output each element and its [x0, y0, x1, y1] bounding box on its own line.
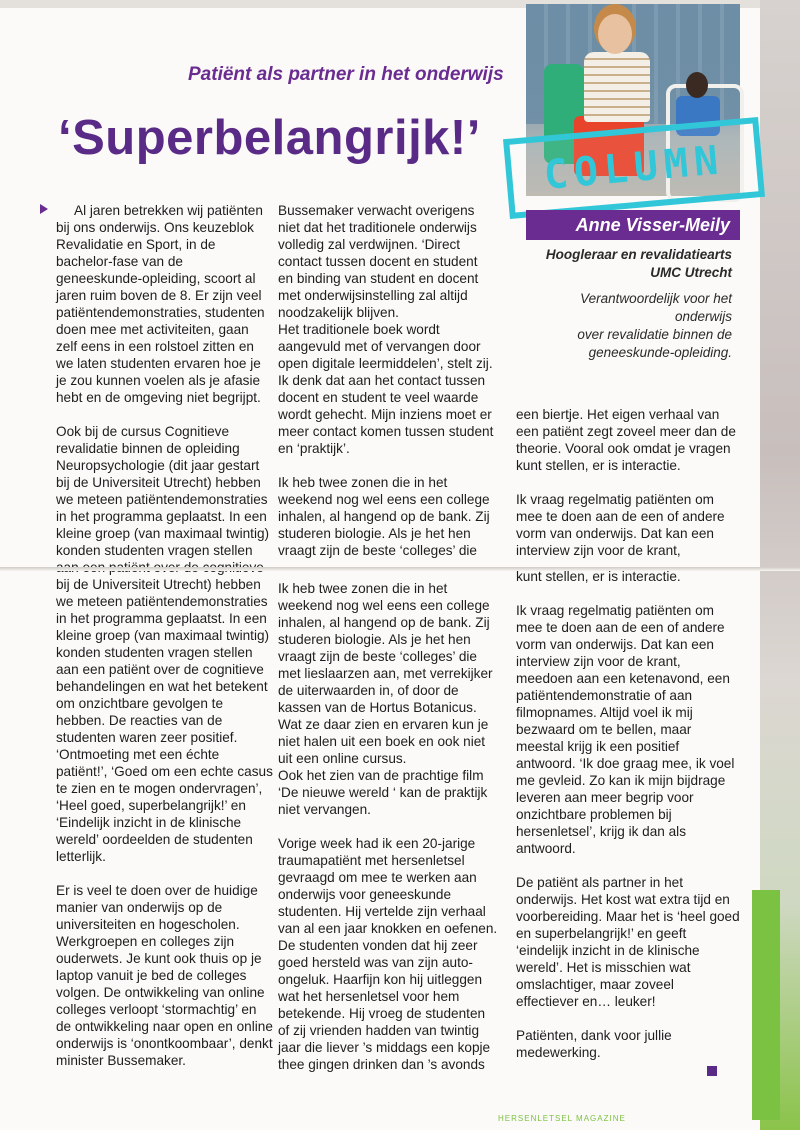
author-role-line: Verantwoordelijk voor het onderwijs	[580, 291, 732, 324]
paragraph: Ik heb twee zonen die in het weekend nog wel eens een college inhalen, al hangend op de bank. Zij studeren biologie. Als je het hen vraagt zijn de beste ‘colleges’ die	[278, 475, 490, 558]
author-title-line: UMC Utrecht	[650, 265, 732, 280]
paragraph: De patiënt als partner in het onderwijs. Het kost wat extra tijd en voorbereiding. Maar het is ‘heel goed en superbelangrijk!’ en geeft ‘eindelijk inzicht in de klinische wereld’. Het is misschien wat omslachtiger, maar zoveel effectiever en… leuker!	[516, 875, 740, 1009]
end-of-article-icon	[707, 1066, 717, 1076]
top-column-1	[56, 202, 272, 567]
article-headline: ‘Superbelangrijk!’	[58, 111, 481, 165]
top-column-2	[278, 202, 496, 567]
author-name-bar: Anne Visser-Meily	[526, 210, 740, 240]
top-column-3	[516, 406, 738, 567]
author-role	[520, 290, 732, 362]
author-role-line: over revalidatie binnen de	[577, 327, 732, 342]
paragraph: Ik vraag regelmatig patiënten om mee te doen aan de een of andere vorm van onderwijs. Dat kan een interview zijn voor de krant,	[516, 492, 725, 558]
paragraph: Ik heb twee zonen die in het weekend nog wel eens een college inhalen, al hangend op de bank. Zij studeren biologie. Als je het hen vraagt zijn de beste ‘colleges’ die met lieslaarzen aan, met verrekijker de uiterwaarden in, of door de kassen van de Hortus Botanicus. Wat ze daar zien en ervaren kun je niet halen uit een boek en ook niet uit een online cursus.	[278, 581, 493, 766]
paragraph: Vorige week had ik een 20-jarige traumapatiënt met hersenletsel gevraagd om mee te werken aan onderwijs voor geneeskunde studenten. Hij vertelde zijn verhaal van al een jaar knokken en oefenen. De studenten vonden dat hij zeer goed hersteld was van zijn auto-ongeluk. Haarfijn kon hij uitleggen wat het hersenletsel voor hem betekende. Hij vroeg de studenten of zij vrienden hadden van twintig jaar die liever ’s middags een kopje thee gingen drinken dan ’s avonds	[278, 836, 498, 1072]
paragraph: Ook het zien van de prachtige film ‘De nieuwe wereld ‘ kan de praktijk niet vervangen.	[278, 768, 488, 817]
green-accent-bar	[752, 890, 780, 1120]
paragraph: Bussemaker verwacht overigens niet dat het traditionele onderwijs volledig zal verdwijnen. ‘Direct contact tussen docent en student en binding van student en docent met onderwijsinstelling zal altijd noodzakelijk blijven.	[278, 203, 479, 320]
paragraph: bij de Universiteit Utrecht) hebben we meteen patiëntendemonstraties in het programma geplaatst. In een kleine groep (van maximaal twintig) konden studenten vragen stellen aan een patiënt over de cognitieve behandelingen en wat het betekent om onzichtbare gevolgen te hebben. De reacties van de studenten waren zeer positief. ‘Ontmoeting met een échte patiënt!’, ‘Goed om een echte casus te zien en te mogen ondervragen’, ‘Heel goed, superbelangrijk!’ en ‘Eindelijk inzicht in de klinische wereld’ oordeelden de studenten letterlijk.	[56, 577, 273, 864]
bottom-column-2	[278, 580, 498, 1080]
magazine-footer: HERSENLETSEL MAGAZINE	[498, 1114, 626, 1123]
bottom-column-1	[56, 576, 274, 1076]
paragraph: een biertje. Het eigen verhaal van een patiënt zegt zoveel meer dan de theorie. Vooral ook omdat je vragen kunt stellen, er is interactie.	[516, 407, 736, 473]
bottom-column-3	[516, 568, 740, 1068]
paragraph: Al jaren betrekken wij patiënten bij ons onderwijs. Ons keuzeblok Revalidatie en Sport, in de bachelor-fase van de geneeskunde-opleiding, scoort al jaren ruim boven de 8. Er zijn veel patiëntendemonstraties, studenten doen mee met activiteiten, gaan zelf eens in een rolstoel zitten en we laten studenten ervaren hoe je je zou kunnen voelen als je afasie hebt en de omgeving niet begrijpt.	[56, 203, 265, 405]
article-subtitle: Patiënt als partner in het onderwijs	[188, 64, 504, 85]
paragraph: Patiënten, dank voor jullie medewerking.	[516, 1028, 672, 1060]
paragraph: kunt stellen, er is interactie.	[516, 569, 681, 584]
author-title-line: Hoogleraar en revalidatiearts	[545, 247, 732, 262]
intro-bullet-icon	[40, 204, 48, 214]
paragraph: Het traditionele boek wordt aangevuld met of vervangen door open digitale leermiddelen’, stelt zij. Ik denk dat aan het contact tussen docent en student te veel waarde wordt gehecht. Mijn inziens moet er meer contact komen tussen student en ‘praktijk’.	[278, 322, 494, 456]
paragraph: Er is veel te doen over de huidige manier van onderwijs op de universiteiten en hogescholen. Werkgroepen en colleges zijn ouderwets. Je kunt ook thuis op je laptop vanuit je bed de colleges volgen. De ontwikkeling van online colleges verloopt ‘stormachtig’ en de ontwikkeling naar open en online onderwijs is ‘onontkoombaar’, denkt minister Bussemaker.	[56, 883, 273, 1068]
author-title	[520, 246, 732, 282]
column-stamp-text: COLUMN	[542, 137, 726, 199]
author-role-line: geneeskunde-opleiding.	[588, 345, 732, 360]
paragraph: Ik vraag regelmatig patiënten om mee te doen aan de een of andere vorm van onderwijs. Dat kan een interview zijn voor de krant, meedoen aan een ketenavond, een patiëntendemonstratie of aan filmopnames. Altijd voel ik mij bezwaard om te bellen, maar meestal krijg ik een positief antwoord. ‘Ik doe graag mee, ik voel me gevleid. Zo kan ik mijn bijdrage leveren aan meer begrip voor onzichtbare problemen bij hersenletsel’, krijg ik dan als antwoord.	[516, 603, 735, 856]
paragraph: Ook bij de cursus Cognitieve revalidatie binnen de opleiding Neuropsychologie (dit jaar gestart bij de Universiteit Utrecht) hebben we meteen patiëntendemonstraties in het programma geplaatst. In een kleine groep (van maximaal twintig) konden studenten vragen stellen	[56, 424, 270, 558]
